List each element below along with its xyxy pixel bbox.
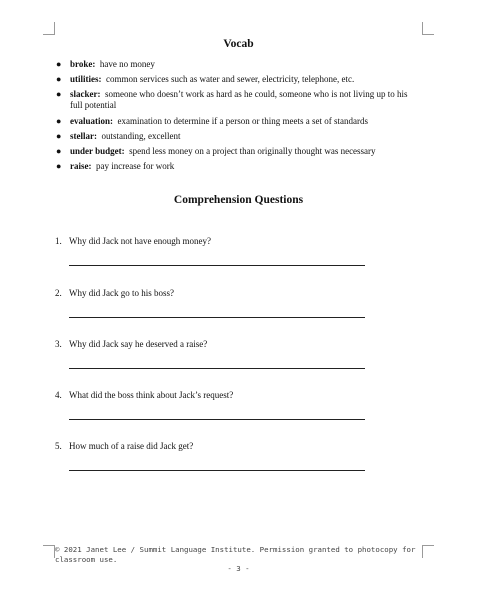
vocab-term: slacker: [70,89,101,100]
vocab-item [55,116,420,127]
question-text: What did the boss think about Jack’s request? [69,390,234,400]
answer-line-3[interactable] [69,368,365,369]
bullet-icon: ● [56,74,62,85]
answer-line-1[interactable] [69,265,365,266]
question-text: How much of a raise did Jack get? [69,441,194,451]
bullet-icon: ● [56,130,62,141]
vocab-item [55,161,420,172]
vocab-heading: Vocab [223,38,254,50]
vocab-term: raise: [70,161,92,172]
bullet-icon: ● [56,115,62,126]
vocab-term: utilities: [70,74,102,85]
answer-line-2[interactable] [69,317,365,318]
question-number: 2. [55,288,62,298]
answer-line-4[interactable] [69,419,365,420]
vocab-definition: spend less money on a project than originally thought was necessary [129,145,376,156]
bullet-icon: ● [56,89,62,100]
vocab-term: broke: [70,59,96,69]
crop-mark-top-right [422,22,434,35]
vocab-definition: pay increase for work [96,161,175,172]
question-5 [55,441,395,452]
vocab-item [55,59,420,70]
question-1 [55,236,395,247]
vocab-item [55,146,420,157]
vocab-term: evaluation: [70,115,114,126]
bullet-icon: ● [56,161,62,172]
answer-line-5[interactable] [69,470,365,471]
vocab-term: stellar: [70,130,97,141]
vocab-definition: examination to determine if a person or thing meets a set of standards [117,115,368,126]
vocab-definition: common services such as water and sewer, electricity, telephone, etc. [106,74,355,85]
vocab-list [55,59,420,176]
bullet-icon: ● [56,145,62,156]
crop-mark-bottom-left [43,545,55,558]
question-text: Why did Jack not have enough money? [69,236,211,246]
question-number: 5. [55,441,62,451]
comprehension-heading: Comprehension Questions [173,194,304,206]
crop-mark-top-left [43,22,55,35]
vocab-item [55,89,420,111]
question-text: Why did Jack go to his boss? [69,288,174,298]
question-number: 1. [55,236,62,246]
vocab-item [55,131,420,142]
question-number: 4. [55,390,62,400]
vocab-definition: outstanding, excellent [101,130,181,141]
question-3 [55,339,395,350]
vocab-definition: have no money [99,59,155,69]
question-number: 3. [55,339,62,349]
page-number: - 3 - [227,564,250,573]
question-text: Why did Jack say he deserved a raise? [69,339,208,349]
question-2 [55,288,395,299]
vocab-item [55,74,420,85]
vocab-definition: someone who doesn’t work as hard as he could, someone who is not living up to his full potential [70,89,408,111]
bullet-icon: ● [56,59,62,69]
copyright-footer: © 2021 Janet Lee / Summit Language Institute. Permission granted to photocopy for classroom use. [55,545,416,564]
question-4 [55,390,395,401]
vocab-term: under budget: [70,145,125,156]
